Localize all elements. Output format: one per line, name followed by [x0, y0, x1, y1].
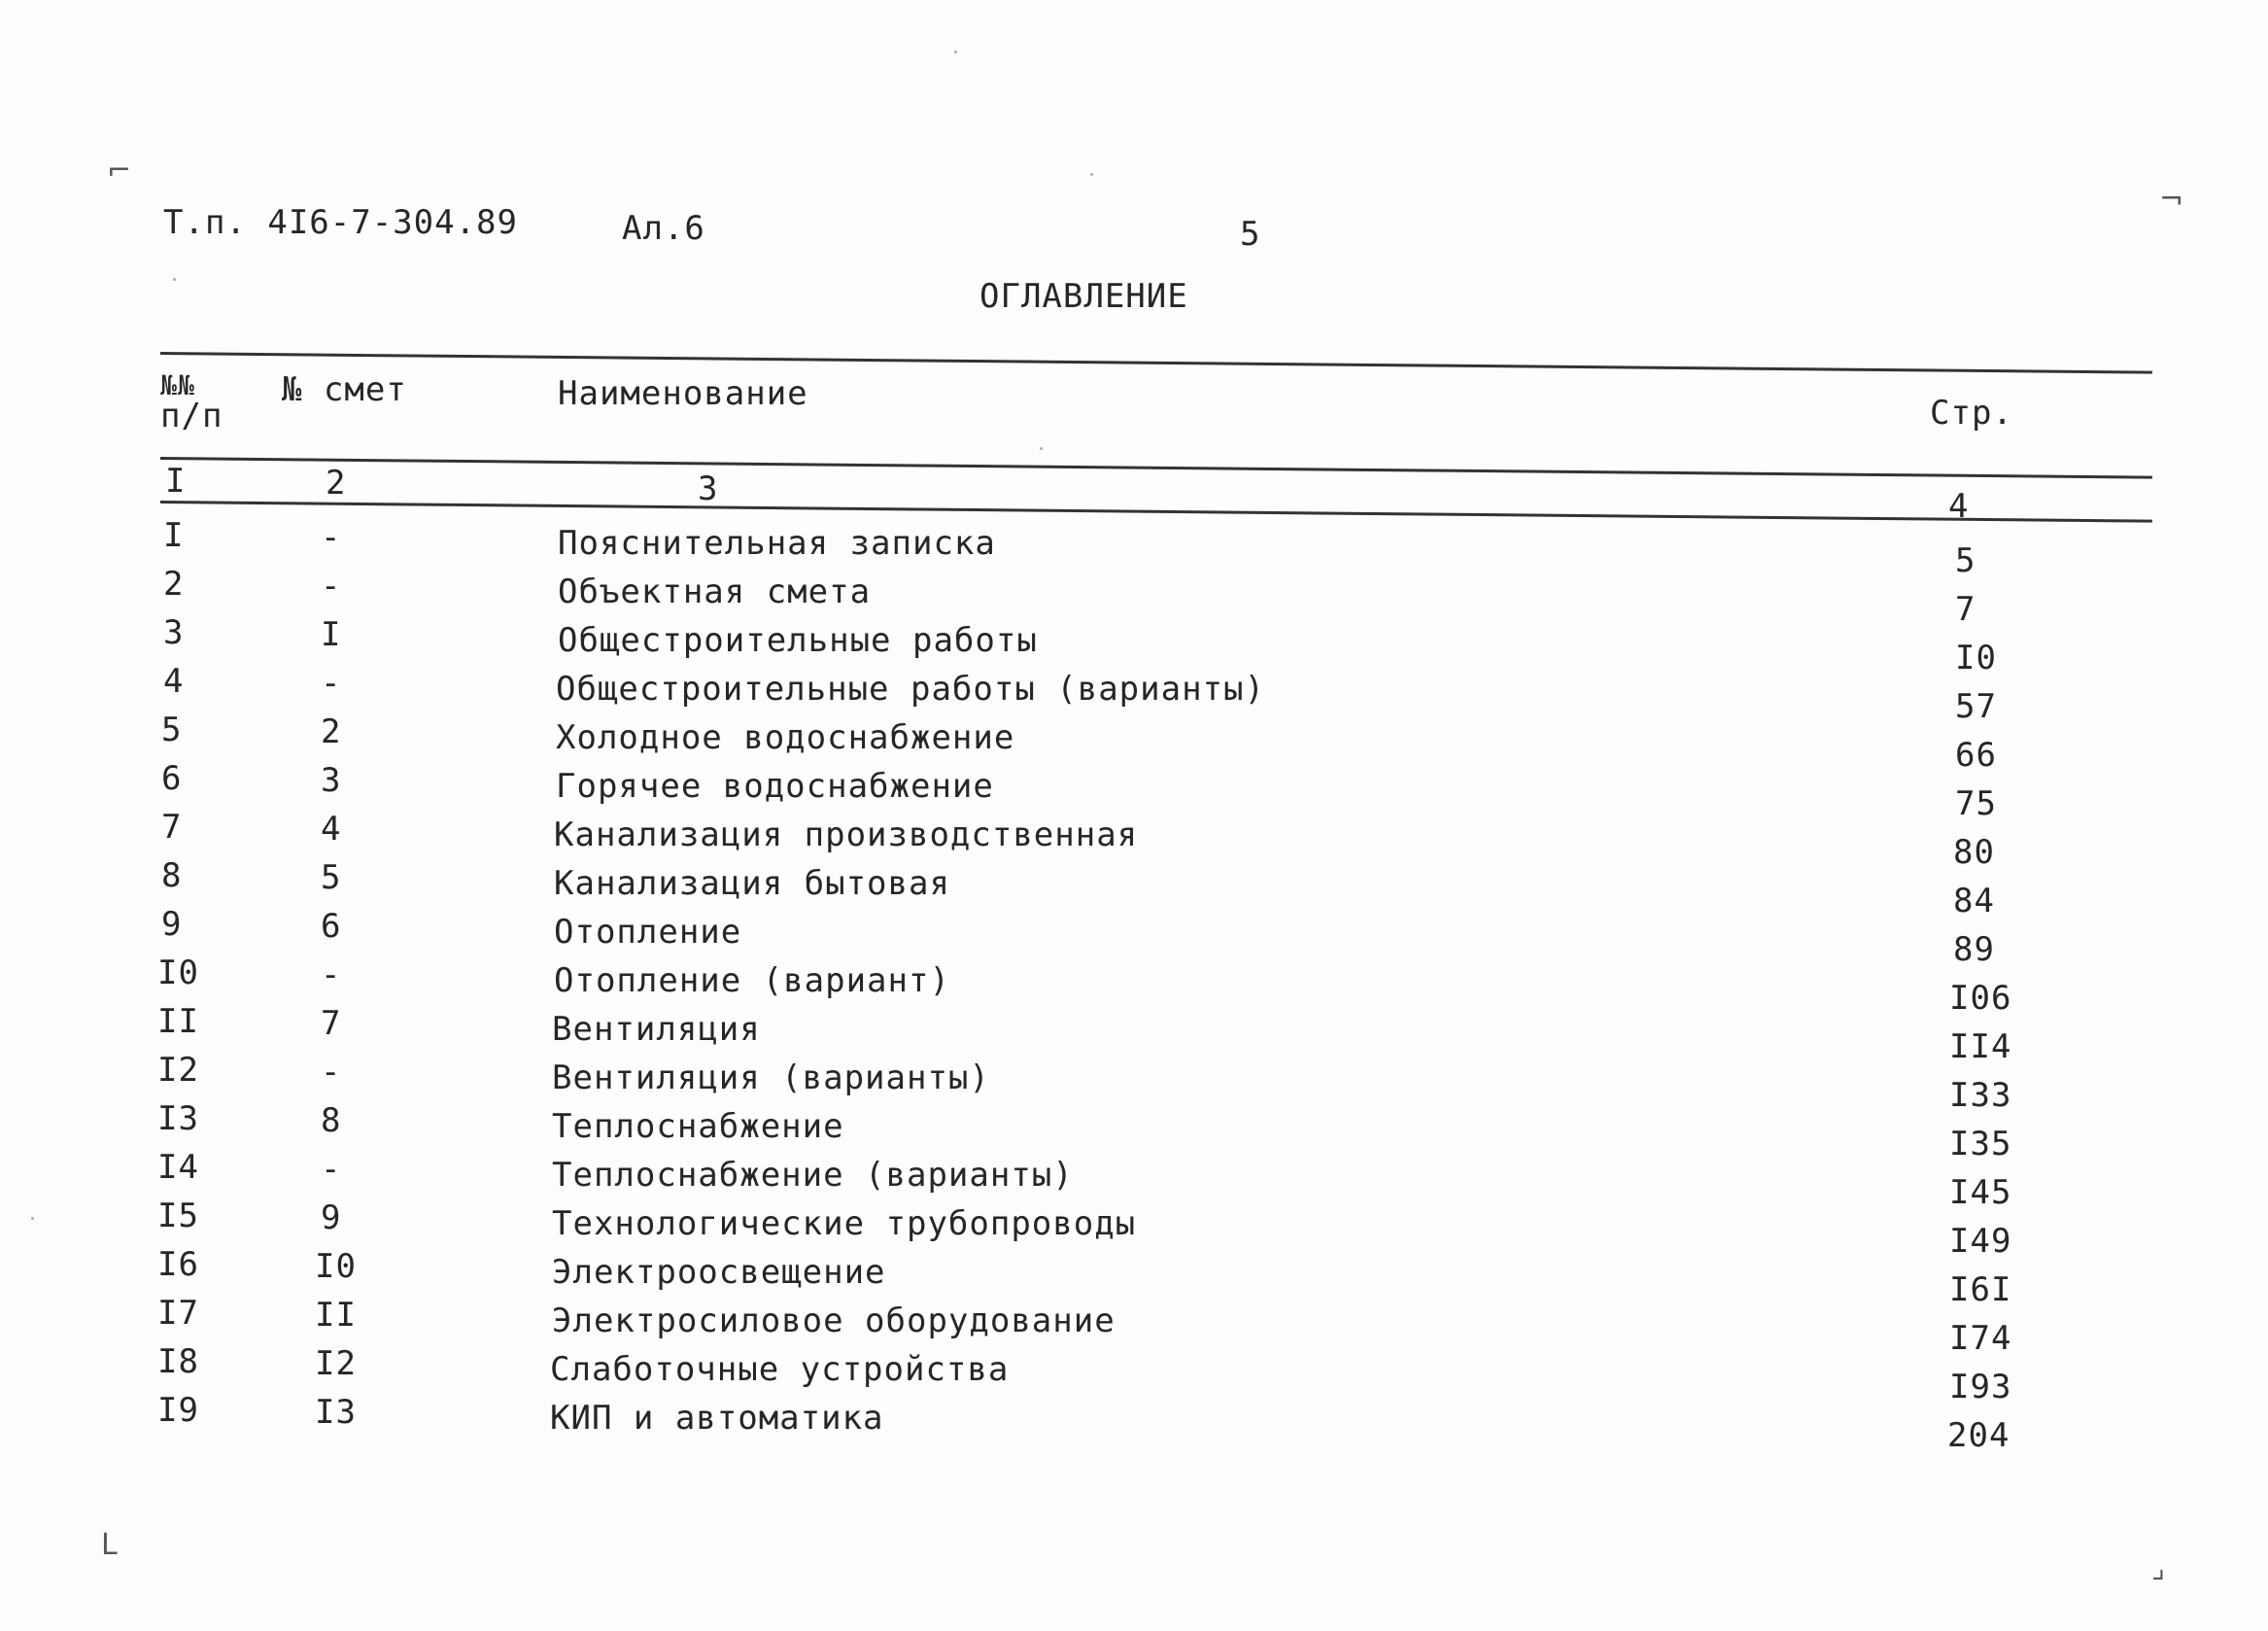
row-number: I2 [157, 1051, 199, 1090]
row-estimate: 2 [321, 712, 342, 751]
row-estimate: 5 [321, 858, 342, 897]
row-estimate: 4 [321, 810, 342, 849]
row-name: Канализация производственная [554, 816, 1139, 854]
row-estimate: 8 [321, 1101, 342, 1140]
row-page: 84 [1953, 882, 1995, 920]
table-row [0, 1148, 2268, 1212]
row-number: I5 [157, 1197, 199, 1235]
page-title: ОГЛАВЛЕНИЕ [979, 277, 1188, 316]
row-name: Холодное водоснабжение [556, 718, 1015, 757]
table-row [0, 905, 2268, 969]
row-number: 4 [163, 662, 185, 701]
table-row [0, 1391, 2268, 1455]
row-number: I7 [157, 1294, 199, 1333]
column-header-name: Наименование [558, 374, 808, 413]
row-page: 7 [1955, 590, 1976, 629]
table-row [0, 808, 2268, 872]
row-name: Теплоснабжение (варианты) [552, 1156, 1074, 1195]
column-number-2: 2 [326, 464, 347, 503]
table-row [0, 565, 2268, 629]
row-estimate: II [315, 1296, 357, 1335]
table-row [0, 954, 2268, 1018]
row-page: 57 [1955, 687, 1997, 726]
row-number: 2 [163, 565, 185, 604]
table-row [0, 516, 2268, 580]
table-row [0, 1294, 2268, 1358]
row-number: I0 [157, 954, 199, 992]
row-page: I45 [1949, 1173, 2012, 1212]
row-number: 5 [161, 711, 183, 749]
column-header-estimate: № смет [282, 370, 407, 409]
table-row [0, 711, 2268, 775]
table-row [0, 856, 2268, 920]
row-page: 75 [1955, 784, 1997, 823]
row-estimate: 7 [321, 1004, 342, 1043]
row-estimate: - [321, 1150, 342, 1189]
row-estimate: - [321, 664, 342, 703]
row-name: КИП и автоматика [550, 1399, 884, 1438]
column-header-number-line1: №№ [160, 369, 195, 401]
row-page: I6I [1949, 1270, 2012, 1309]
row-name: Объектная смета [558, 573, 872, 611]
row-estimate: I2 [315, 1344, 357, 1383]
table-row [0, 1197, 2268, 1261]
table-top-rule [160, 352, 2152, 374]
row-page: I0 [1955, 639, 1997, 677]
row-estimate: - [321, 955, 342, 994]
row-name: Теплоснабжение [552, 1107, 844, 1146]
corner-mark-top-left: ⌐ [107, 154, 132, 188]
corner-mark-bottom-left: L [101, 1528, 118, 1562]
column-header-number [160, 371, 223, 434]
corner-mark-bottom-right: ⌟ [2151, 1551, 2166, 1585]
row-name: Электросиловое оборудование [552, 1301, 1116, 1340]
row-estimate: I3 [315, 1393, 357, 1432]
scan-speck [1040, 447, 1043, 450]
row-number: 7 [161, 808, 183, 847]
row-name: Вентиляция [552, 1010, 761, 1049]
scan-speck [31, 1217, 34, 1220]
row-page: 204 [1947, 1416, 2010, 1455]
row-estimate: - [321, 518, 342, 557]
row-number: 3 [163, 613, 185, 652]
row-page: 66 [1955, 736, 1997, 775]
column-number-3: 3 [698, 469, 719, 508]
row-page: I74 [1949, 1319, 2012, 1358]
row-name: Слаботочные устройства [550, 1350, 1010, 1389]
row-page: I33 [1949, 1076, 2012, 1115]
row-estimate: - [321, 567, 342, 606]
row-name: Общестроительные работы (варианты) [556, 670, 1265, 709]
corner-mark-top-right: ¬ [2159, 183, 2184, 217]
row-page: 5 [1955, 541, 1976, 580]
row-number: I9 [157, 1391, 199, 1430]
row-name: Технологические трубопроводы [552, 1204, 1137, 1243]
row-page: II4 [1949, 1027, 2012, 1066]
table-row [0, 1245, 2268, 1309]
row-number: I6 [157, 1245, 199, 1284]
row-number: I4 [157, 1148, 199, 1187]
row-page: 80 [1953, 833, 1995, 872]
row-number: 9 [161, 905, 183, 944]
row-number: I [163, 516, 185, 555]
row-estimate: 6 [321, 907, 342, 946]
column-header-number-line2: п/п [160, 397, 223, 436]
row-name: Отопление [554, 913, 742, 952]
table-row [0, 759, 2268, 823]
row-page: I35 [1949, 1125, 2012, 1163]
column-number-4: 4 [1948, 487, 1970, 526]
column-number-1: I [165, 462, 187, 501]
row-estimate: 3 [321, 761, 342, 800]
row-number: I3 [157, 1099, 199, 1138]
row-number: II [157, 1002, 199, 1041]
album-number: Ал.6 [622, 209, 705, 248]
row-name: Канализация бытовая [554, 864, 950, 903]
row-name: Пояснительная записка [558, 524, 996, 563]
table-header-rule [160, 457, 2152, 479]
row-name: Горячее водоснабжение [556, 767, 994, 806]
table-row [0, 613, 2268, 677]
row-estimate: 9 [321, 1198, 342, 1237]
row-page: I93 [1949, 1368, 2012, 1406]
row-name: Отопление (вариант) [554, 961, 950, 1000]
table-row [0, 1051, 2268, 1115]
row-name: Вентиляция (варианты) [552, 1058, 990, 1097]
page-number: 5 [1240, 215, 1261, 254]
row-number: 6 [161, 759, 183, 798]
row-page: I49 [1949, 1222, 2012, 1261]
table-row [0, 1099, 2268, 1163]
row-name: Общестроительные работы [558, 621, 1038, 660]
row-number: I8 [157, 1342, 199, 1381]
table-row [0, 662, 2268, 726]
row-name: Электроосвещение [552, 1253, 886, 1292]
document-series: Т.п. 4I6-7-304.89 [163, 203, 518, 242]
row-estimate: I [321, 615, 342, 654]
row-estimate: I0 [315, 1247, 357, 1286]
row-number: 8 [161, 856, 183, 895]
scan-speck [954, 51, 957, 53]
column-header-page: Стр. [1930, 394, 2013, 433]
scan-speck [1090, 173, 1093, 176]
row-page: I06 [1949, 979, 2012, 1018]
row-estimate: - [321, 1053, 342, 1092]
table-row [0, 1002, 2268, 1066]
table-row [0, 1342, 2268, 1406]
row-page: 89 [1953, 930, 1995, 969]
scan-speck [173, 278, 176, 281]
